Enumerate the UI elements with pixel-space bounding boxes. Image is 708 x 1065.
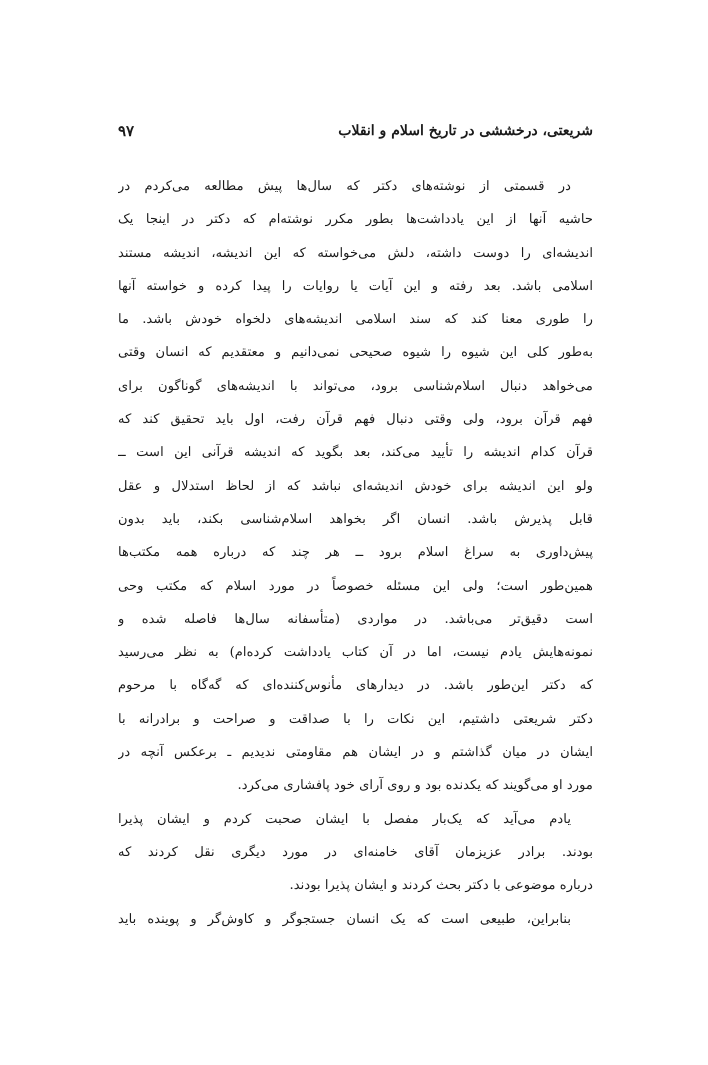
text-line: اندیشه‌ای را دوست داشته، دلش می‌خواسته که این اندیشه، اندیشه مستند (118, 245, 593, 261)
text-line: پیش‌داوری به سراغ اسلام برود ــ هر چند که درباره همه مکتب‌ها (118, 545, 593, 561)
text-line: است دقیق‌تر می‌باشد. در مواردی (متأسفانه سال‌ها فاصله شده و (118, 611, 593, 627)
text-line: در قسمتی از نوشته‌های دکتر که سال‌ها پیش مطالعه می‌کردم در (118, 179, 571, 194)
text-line: همین‌طور است؛ ولی این مسئله خصوصاً در مورد اسلام که مکتب وحی (118, 578, 593, 594)
text-line: به‌طور کلی این شیوه را شیوه صحیحی نمی‌دانیم و معتقدیم که انسان وقتی (118, 345, 593, 361)
text-line: می‌خواهد دنبال اسلام‌شناسی برود، می‌تواند با اندیشه‌های گوناگون برای (118, 378, 593, 394)
body-text (118, 170, 593, 936)
text-line: مورد او می‌گویند که یکدنده بود و روی آرای خود پافشاری می‌کرد. (237, 778, 593, 794)
running-header-title: شریعتی، درخششی در تاریخ اسلام و انقلاب (338, 123, 593, 139)
text-line: را طوری معنا کند که سند اسلامی اندیشه‌های دلخواه خودش باشد. ما (118, 312, 593, 328)
text-line: بنابراین، طبیعی است که یک انسان جستجوگر و کاوش‌گر و پوینده باید (118, 911, 571, 927)
text-line: فهم قرآن برود، ولی وقتی دنبال فهم قرآن رفت، اول باید تحقیق کند که (118, 412, 593, 428)
text-line: یادم می‌آید که یک‌بار مفصل با ایشان صحبت کردم و ایشان پذیرا (118, 811, 571, 827)
page-number: ۹۷ (118, 122, 135, 140)
text-line: قابل پذیرش باشد. انسان اگر بخواهد اسلام‌شناسی بکند، باید بدون (118, 511, 593, 527)
text-line: حاشیه آنها از این یادداشت‌ها بطور مکرر نوشته‌ام که دکتر در اینجا یک (118, 212, 593, 228)
text-line: قرآن کدام اندیشه را تأیید می‌کند، بعد بگوید که اندیشه قرآنی این است ــ (118, 445, 593, 461)
text-line: نمونه‌هایش یادم نیست، اما در آن کتاب یادداشت کرده‌ام) به نظر می‌رسید (118, 645, 593, 661)
text-line: که دکتر این‌طور باشد. در دیدارهای مأنوس‌کننده‌ای که گه‌گاه با مرحوم (118, 678, 593, 694)
text-line: بودند. برادر عزیزمان آقای خامنه‌ای در مورد دیگری نقل کردند که (118, 844, 593, 860)
text-line: دکتر شریعتی داشتیم، این نکات را با صداقت و صراحت و برادرانه با (118, 711, 593, 727)
running-header (118, 118, 593, 144)
text-line: ایشان در میان گذاشتم و در ایشان هم مقاومتی ندیدیم ـ برعکس آنچه در (118, 745, 593, 761)
text-line: اسلامی باشد. بعد رفته و این آیات یا روایات را پیدا کرده و خواسته آنها (118, 278, 593, 294)
text-line: ولو این اندیشه برای خودش اندیشه‌ای نباشد که از لحاظ استدلال و عقل (118, 478, 593, 494)
text-line: درباره موضوعی با دکتر بحث کردند و ایشان پذیرا بودند. (289, 878, 593, 894)
